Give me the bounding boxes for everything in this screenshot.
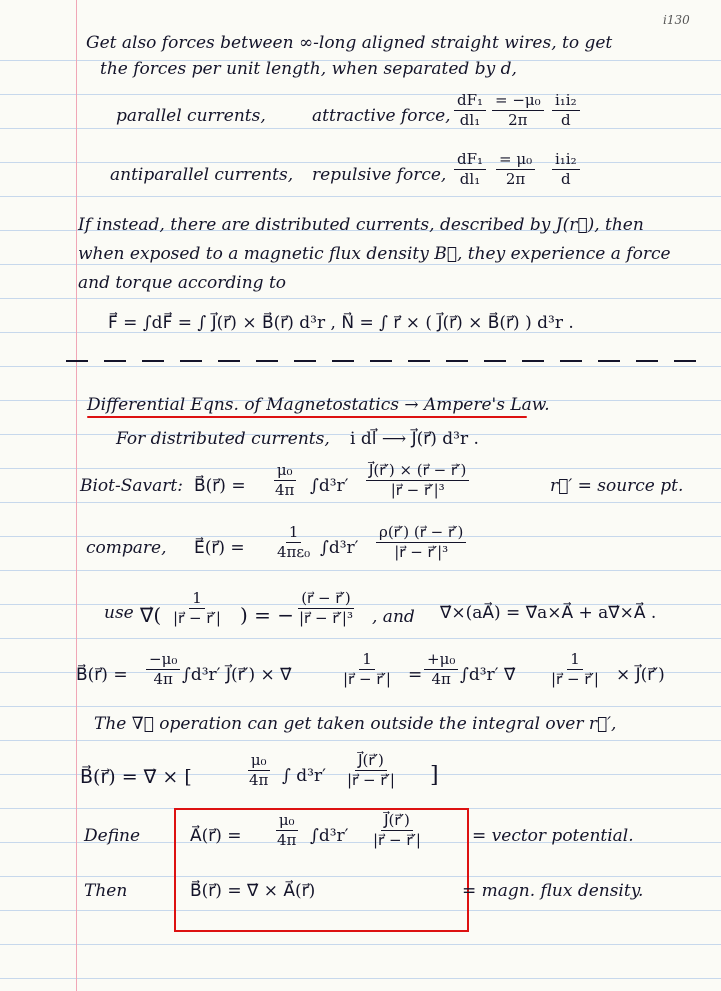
text-line-5: and torque according to <box>78 273 287 293</box>
text-line-2: the forces per unit length, when separated by d, <box>100 59 517 79</box>
curl-identity: ∇⃗×(aA⃗) = ∇⃗a×A⃗ + a∇⃗×A⃗ . <box>440 603 657 623</box>
margin-line <box>76 0 77 991</box>
define-label: Define <box>84 826 141 846</box>
biot-lhs: B⃗(r⃗) = <box>194 476 246 496</box>
b-tail: × J⃗(r⃗′) <box>616 665 665 685</box>
attractive-label: attractive force, <box>312 106 451 126</box>
antiparallel-label: antiparallel currents, <box>110 165 294 185</box>
inverse-distance-fraction-1: $\frac{1}{|r⃗ - r⃗'|}$ <box>343 650 391 689</box>
b-end: ∫d³r′ ∇⃗ <box>460 665 516 685</box>
grad-symbol: ∇⃗( <box>140 603 162 627</box>
b-equals: = <box>408 665 423 685</box>
then-label: Then <box>84 881 128 901</box>
text-line-1: Get also forces between ∞-long aligned straight wires, to get <box>86 33 613 53</box>
then-equation: B⃗(r⃗) = ∇⃗ × A⃗(r⃗) <box>190 881 316 901</box>
biot-savart-label: Biot-Savart: <box>80 476 183 496</box>
grad-rhs-fraction: $\frac{(r⃗ - r⃗')}{\text{|r⃗ − r⃗′|³}}$ <box>299 589 353 628</box>
i1i2-d-fraction-2: $\frac{\text{i₁i₂}}{d}$ <box>552 151 580 189</box>
mu0-2pi-fraction-1: $\frac{\text{= −μ₀}}{2\pi}$ <box>492 92 544 130</box>
b3-mid: ∫ d³r′ <box>282 766 326 786</box>
text-line-4: when exposed to a magnetic flux density B⃗, they experience a force <box>78 244 671 264</box>
biot-integral: ∫d³r′ <box>310 476 349 496</box>
neg-mu0-4pi-fraction: $\frac{\text{−μ₀}}{4\pi}$ <box>146 651 180 689</box>
b3-close: ] <box>430 763 439 788</box>
parallel-label: parallel currents, <box>116 106 266 126</box>
heading-underline <box>87 416 527 418</box>
j-over-distance-fraction-2: $\frac{J⃗(r⃗')}{|r⃗ - r⃗'|}$ <box>373 811 421 850</box>
mu0-4pi-fraction-1: $\frac{\text{μ₀}}{4\pi}$ <box>275 461 295 500</box>
grad-inverse-distance-fraction: $\frac{1}{|r⃗ - r⃗'|}$ <box>173 589 221 628</box>
vector-potential-label: = vector potential. <box>472 826 634 846</box>
section-divider <box>66 360 702 362</box>
and-label: , and <box>372 607 415 627</box>
pos-mu0-4pi-fraction: $\frac{\text{+μ₀}}{4\pi}$ <box>424 651 458 689</box>
mu0-4pi-fraction-3: $\frac{\text{μ₀}}{4\pi}$ <box>277 811 297 850</box>
flux-density-label: = magn. flux density. <box>462 881 644 901</box>
text-line-3: If instead, there are distributed currents, described by J(r⃗), then <box>78 215 644 235</box>
repulsive-label: repulsive force, <box>312 165 447 185</box>
section-heading: Differential Eqns. of Magnetostatics → Ampere's Law. <box>87 395 550 415</box>
compare-integral: ∫d³r′ <box>320 538 359 558</box>
page-number: i130 <box>663 13 690 27</box>
use-label: use <box>104 603 134 623</box>
one-over-4pi-eps-fraction: $\frac{1}{\text{4πε₀}}$ <box>277 523 311 562</box>
mu0-2pi-fraction-2: $\frac{\text{= μ₀}}{2\pi}$ <box>496 151 535 189</box>
b-lhs: B⃗(r⃗) = <box>76 665 128 685</box>
biot-savart-fraction: $\frac{J⃗(r⃗') \times (r⃗ - r⃗')}{\text{|r⃗ − r⃗′|³}}$ <box>366 462 469 500</box>
i1i2-d-fraction-1: $\frac{\text{i₁i₂}}{d}$ <box>552 92 580 130</box>
grad-equals: ) = − <box>240 603 295 627</box>
j-over-distance-fraction-1: $\frac{J⃗(r⃗')}{|r⃗ - r⃗'|}$ <box>347 751 395 790</box>
compare-lhs: E⃗(r⃗) = <box>194 538 245 558</box>
compare-label: compare, <box>86 538 167 558</box>
source-note: r⃗′ = source pt. <box>550 476 684 496</box>
b3-lhs: B⃗(r⃗) = ∇⃗ × [ <box>80 766 192 788</box>
force-torque-equation: F⃗ = ∫dF⃗ = ∫ J⃗(r⃗) × B⃗(r⃗) d³r , N⃗ = ∫ r⃗ × ( J⃗(r⃗) × B⃗(r⃗) ) d³r . <box>108 313 574 333</box>
define-lhs: A⃗(r⃗) = <box>190 826 242 846</box>
distributed-label: For distributed currents, <box>116 429 330 449</box>
dF1-dl1-fraction-2: $\frac{\text{dF₁}}{\text{dl₁}}$ <box>454 151 486 189</box>
distributed-equation: i dl⃗ ⟶ J⃗(r⃗) d³r . <box>350 429 479 449</box>
define-mid: ∫d³r′ <box>310 826 349 846</box>
nabla-sentence: The ∇⃗ operation can get taken outside the integral over r⃗′, <box>94 714 617 734</box>
inverse-distance-fraction-2: $\frac{1}{|r⃗ - r⃗'|}$ <box>551 650 599 689</box>
mu0-4pi-fraction-2: $\frac{\text{μ₀}}{4\pi}$ <box>249 751 269 790</box>
dF1-dl1-fraction-1: $\frac{\text{dF₁}}{\text{dl₁}}$ <box>454 92 486 130</box>
coulomb-fraction: $\frac{\rho(r⃗') (r⃗ - r⃗')}{\text{|r⃗ − r⃗′|³}}$ <box>376 524 466 562</box>
b-mid: ∫d³r′ J⃗(r⃗′) × ∇⃗ <box>182 665 292 685</box>
